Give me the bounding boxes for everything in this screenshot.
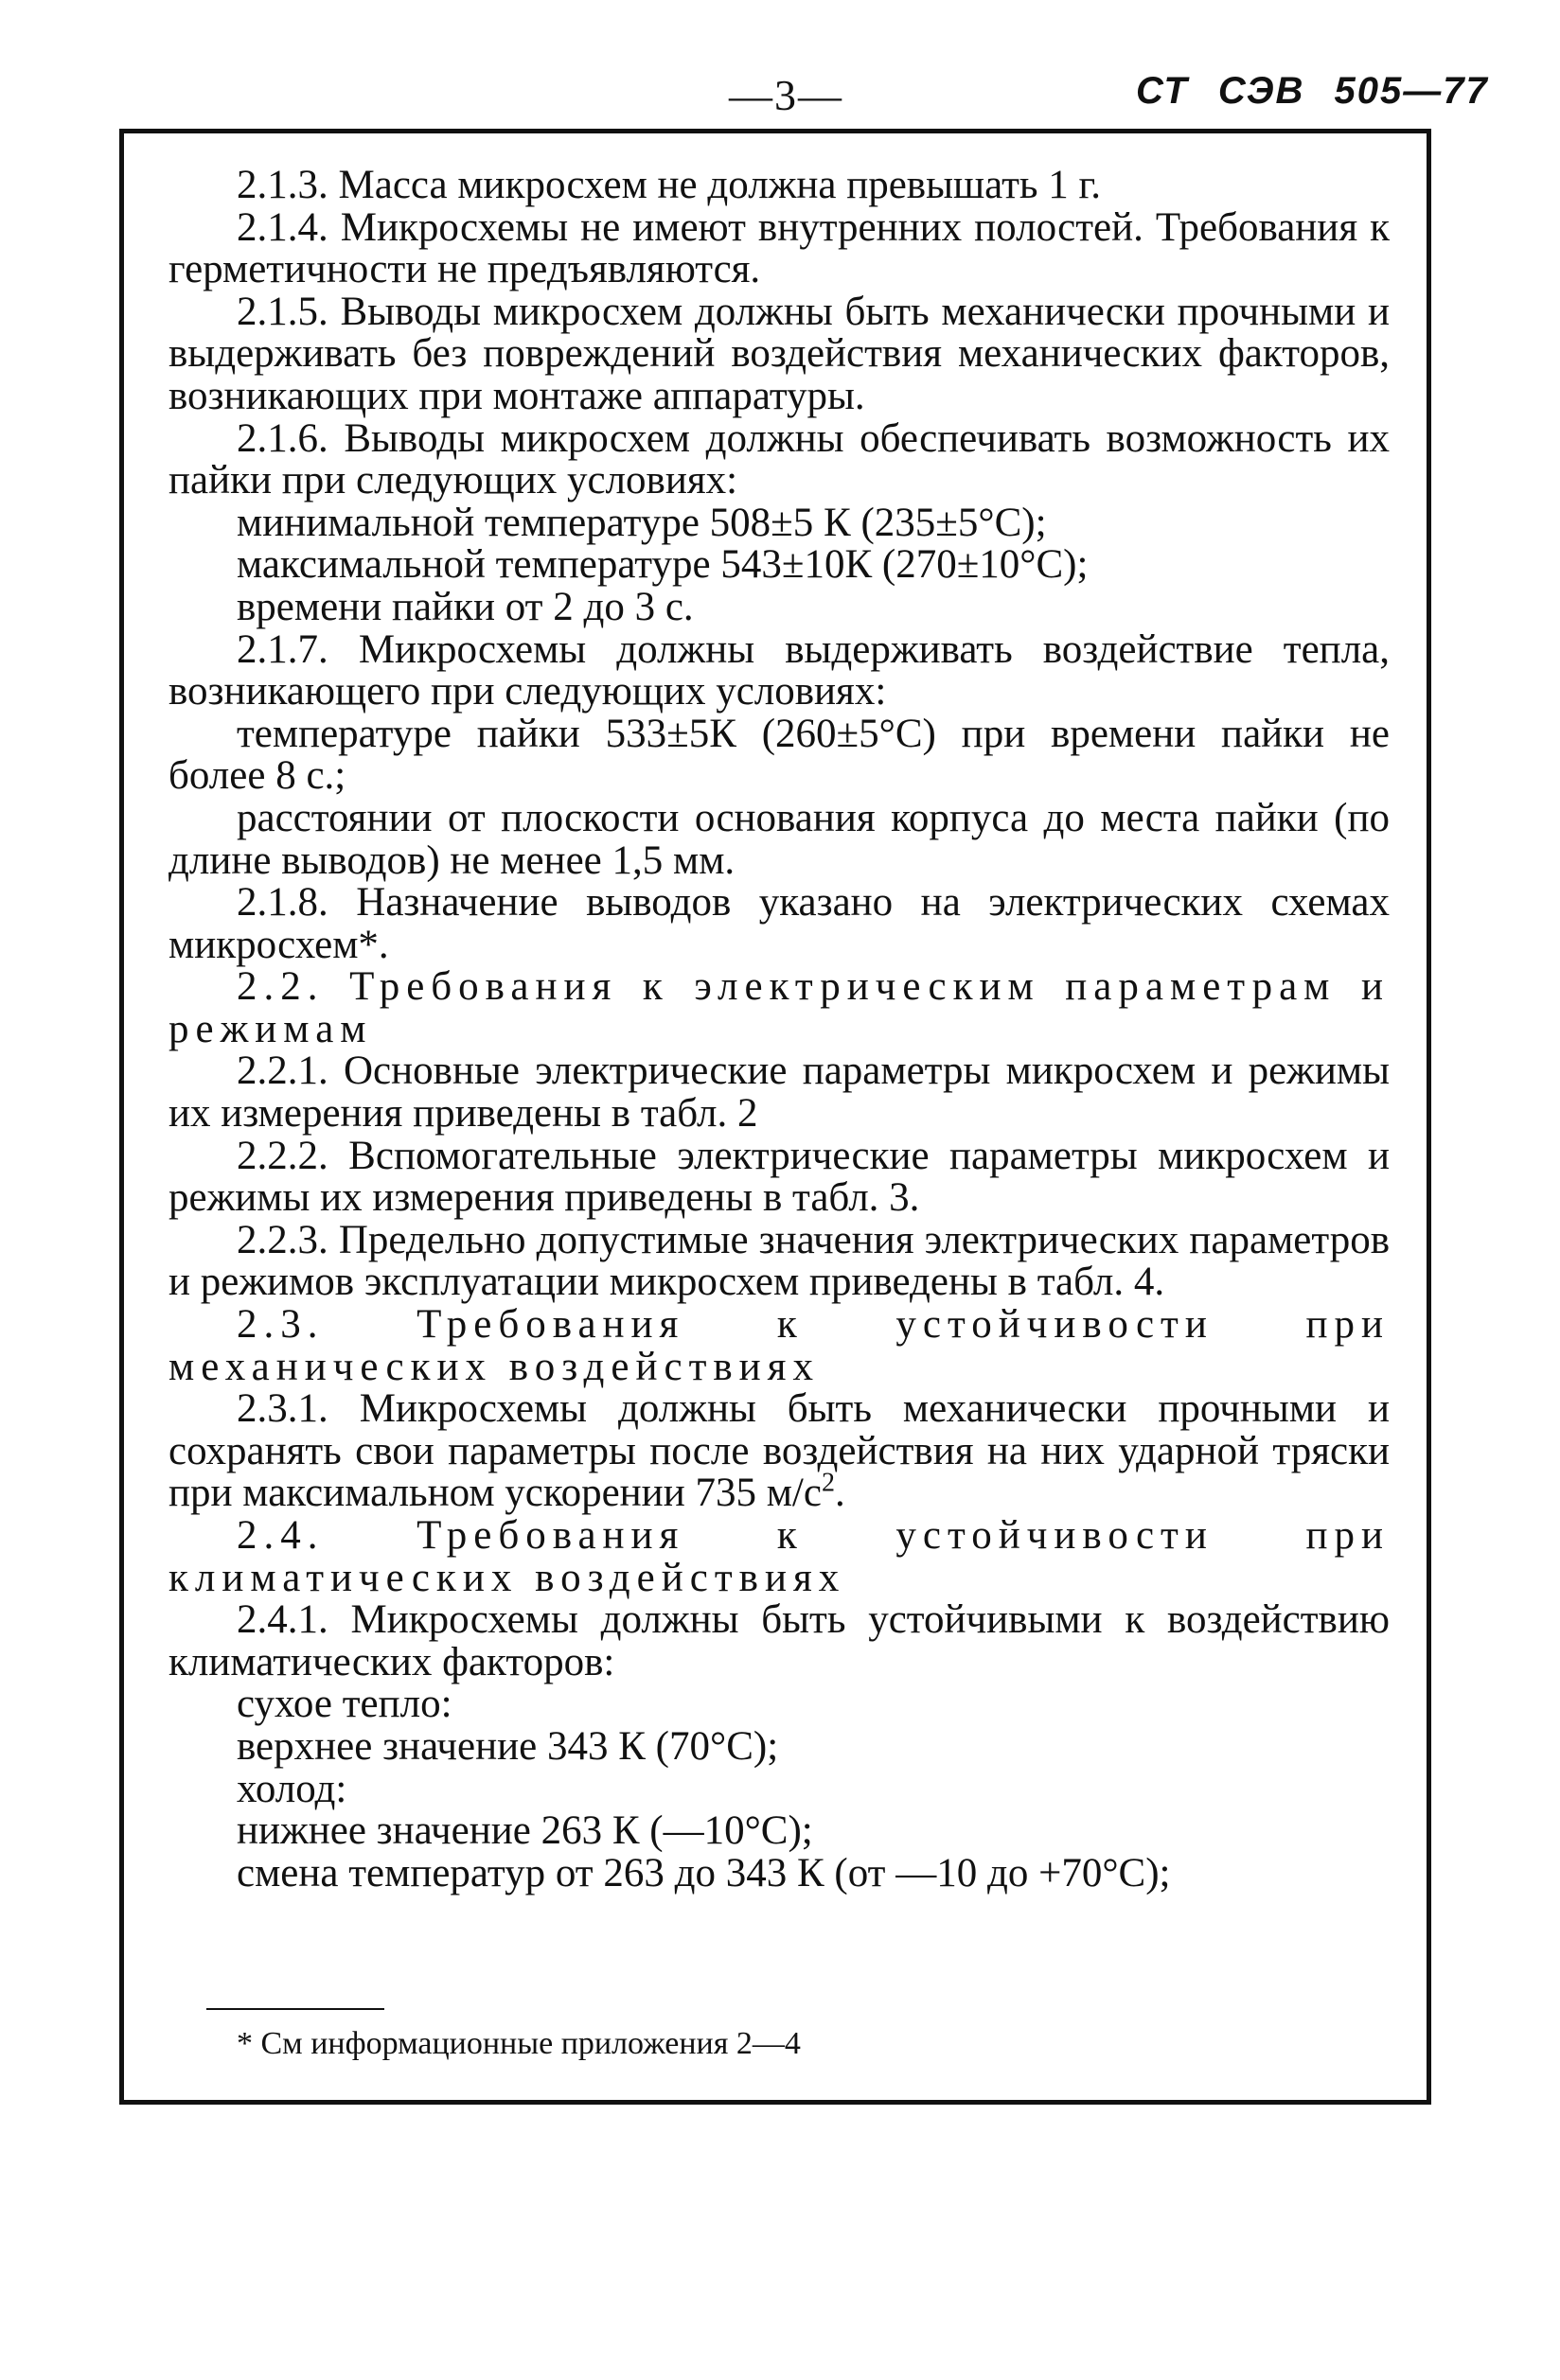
condition-distance: расстоянии от плоскости основания корпуса до места пайки (по длине выводов) не менее 1,5 мм. [168,795,1390,883]
factor-cold: холод: [237,1766,347,1811]
condition-max-temperature: максимальной температуре 543±10К (270±10°C); [237,542,1089,588]
clause-2-1-5: 2.1.5. Выводы микросхем должны быть механически прочными и выдерживать без повреждений воздействия механических факторов, возникающих при монтаже аппаратуры. [168,289,1390,418]
factor-dry-heat: сухое тепло: [237,1682,452,1727]
factor-upper-value: верхнее значение 343 К (70°C); [237,1723,779,1769]
clause-2-1-8: 2.1.8. Назначение выводов указано на электрических схемах микросхем*. [168,880,1390,967]
condition-min-temperature: минимальной температуре 508±5 К (235±5°C); [237,500,1047,545]
factor-temperature-change: смена температур от 263 до 343 К (от —10 до +70°C); [237,1850,1171,1895]
clause-2-2-2: 2.2.2. Вспомогательные электрические параметры микросхем и режимы их измерения приведены в табл. 3. [168,1133,1390,1221]
page-number: —3— [729,71,843,119]
clause-2-1-7: 2.1.7. Микросхемы должны выдерживать воздействие тепла, возникающего при следующих условиях: [168,626,1390,714]
clause-2-2-1: 2.2.1. Основные электрические параметры микросхем и режимы их измерения приведены в табл. 2 [168,1049,1390,1137]
section-heading-2-4: 2.4. Требования к устойчивости при климатических воздействиях [168,1513,1390,1600]
clause-2-3-1-text: 2.3.1. Микросхемы должны быть механически прочными и сохранять свои параметры после воздействия на них ударной тряски при максимальном ускорении 735 м/с [168,1386,1390,1516]
clause-2-1-4: 2.1.4. Микросхемы не имеют внутренних полостей. Требования к герметичности не предъявляются. [168,204,1390,292]
clause-2-2-3: 2.2.3. Предельно допустимые значения электрических параметров и режимов эксплуатации микросхем приведены в табл. 4. [168,1217,1390,1305]
page-header [0,61,1560,136]
condition-solder-temperature: температуре пайки 533±5К (260±5°C) при времени пайки не более 8 с.; [168,711,1390,799]
standard-code: СТ СЭВ 505—77 [1136,70,1489,112]
section-heading-2-3: 2.3. Требования к устойчивости при механических воздействиях [168,1302,1390,1389]
acceleration-exponent: 2 [821,1469,835,1499]
footnote: * См информационные приложения 2—4 [237,2026,801,2061]
factor-lower-value: нижнее значение 263 К (—10°C); [237,1808,813,1854]
clause-2-1-3: 2.1.3. Масса микросхем не должна превышать 1 г. [237,163,1102,207]
clause-2-1-6: 2.1.6. Выводы микросхем должны обеспечивать возможность их пайки при следующих условиях: [168,415,1390,503]
section-heading-2-2: 2.2. Требования к электрическим параметрам и режимам [168,964,1390,1051]
clause-2-4-1: 2.4.1. Микросхемы должны быть устойчивыми к воздействию климатических факторов: [168,1597,1390,1684]
clause-2-3-1 [168,1388,1390,1515]
footnote-divider [206,2008,384,2010]
clause-2-3-1-end: . [834,1471,845,1516]
condition-solder-time: времени пайки от 2 до 3 с. [237,584,694,629]
document-body [168,165,1390,1895]
